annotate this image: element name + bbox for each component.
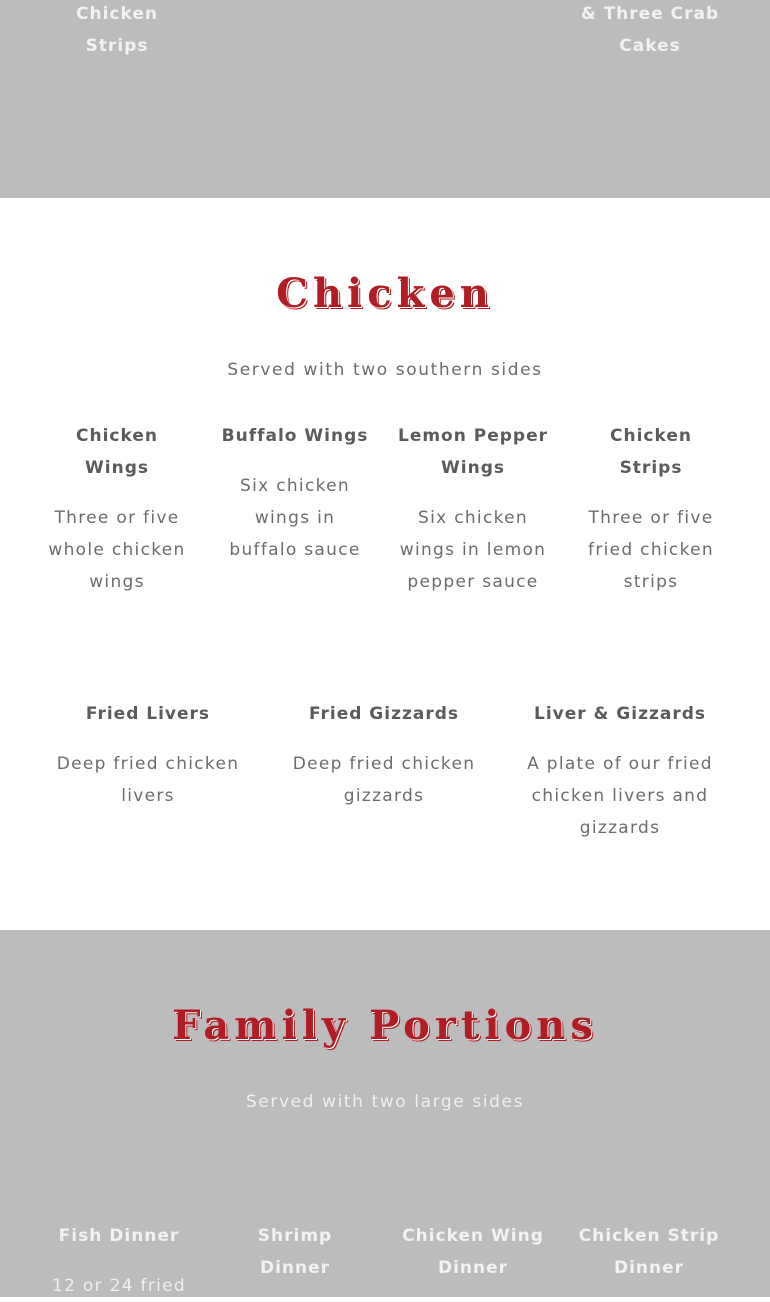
- menu-item-description: A plate of our fried chicken livers and gizzards: [527, 754, 713, 838]
- menu-item: [282, 698, 486, 812]
- menu-item: [214, 420, 376, 566]
- menu-item: [518, 698, 722, 844]
- section-subtitle: Served with two large sides: [245, 1092, 525, 1112]
- menu-item-name: Chicken Strips: [76, 4, 158, 56]
- previous-section: [0, 0, 770, 198]
- menu-item: [560, 0, 740, 62]
- menu-item: [392, 1220, 554, 1284]
- menu-item-name: Lemon Pepper Wings: [397, 426, 549, 478]
- menu-item: [38, 1220, 200, 1302]
- menu-item-name: Chicken Strips: [610, 426, 692, 478]
- menu-item-name: Fried Gizzards: [308, 704, 460, 724]
- menu-item: [36, 420, 198, 598]
- menu-item-name: Chicken Wing Dinner: [402, 1226, 544, 1278]
- menu-item-description: Six chicken wings in buffalo sauce: [229, 476, 361, 560]
- menu-item-description: Three or five fried chicken strips: [588, 508, 714, 592]
- menu-item-name: Chicken Strip Dinner: [578, 1226, 720, 1278]
- chicken-section: [0, 198, 770, 930]
- menu-item-name: Liver & Gizzards: [533, 704, 707, 724]
- section-title: Family Portions: [172, 1002, 598, 1049]
- menu-item-name: Chicken Wings: [76, 426, 158, 478]
- menu-item-description: Six chicken wings in lemon pepper sauce: [399, 508, 547, 592]
- menu-item: [36, 0, 198, 62]
- menu-item-name: Fish Dinner: [58, 1226, 180, 1246]
- menu-item-name: Fried Livers: [85, 704, 211, 724]
- menu-item-name: & Three Crab Cakes: [580, 4, 720, 56]
- menu-item-name: Buffalo Wings: [221, 426, 369, 446]
- menu-item-description: Deep fried chicken livers: [56, 754, 240, 806]
- menu-item: [46, 698, 250, 812]
- menu-item-name: Shrimp Dinner: [257, 1226, 333, 1278]
- menu-item-description: Three or five whole chicken wings: [48, 508, 186, 592]
- menu-item: [392, 420, 554, 598]
- section-subtitle: Served with two southern sides: [227, 360, 543, 380]
- menu-item-description: Deep fried chicken gizzards: [292, 754, 476, 806]
- section-title: Chicken: [276, 270, 494, 317]
- menu-item: [214, 1220, 376, 1284]
- family-portions-section: [0, 930, 770, 1297]
- menu-item-description: 12 or 24 fried: [51, 1276, 186, 1296]
- menu-item: [570, 420, 732, 598]
- menu-item: [566, 1220, 732, 1284]
